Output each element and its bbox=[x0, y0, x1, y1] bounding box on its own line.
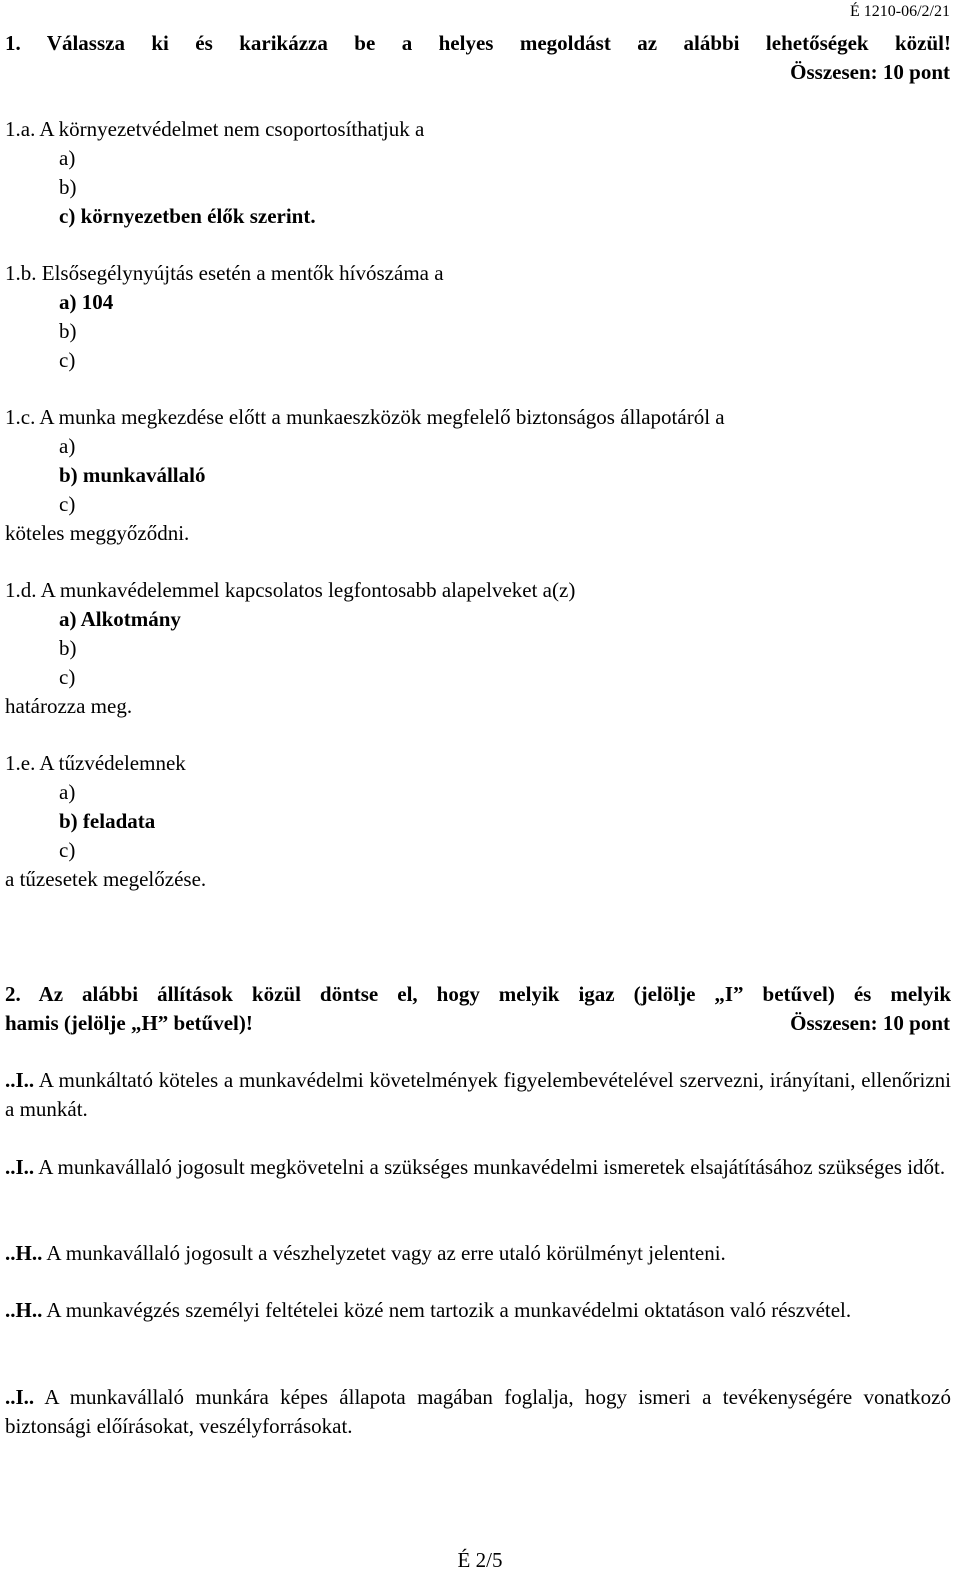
question-1a-option-b[interactable]: b) bbox=[59, 175, 77, 199]
statement-2 bbox=[5, 1153, 951, 1182]
statement-2-text: A munkavállaló jogosult megkövetelni a szükséges munkavédelmi ismeretek elsajátításához szükséges időt. bbox=[34, 1155, 946, 1179]
question-1a-option-a[interactable]: a) bbox=[59, 146, 76, 170]
question-1d-option-c[interactable]: c) bbox=[59, 665, 76, 689]
question-1e-option-a[interactable]: a) bbox=[59, 780, 76, 804]
question-1e-option-c[interactable]: c) bbox=[59, 838, 76, 862]
question-1a-option-c[interactable]: c) környezetben élők szerint. bbox=[59, 204, 316, 228]
statement-1-text: A munkáltató köteles a munkavédelmi követelmények figyelembevételével szervezni, irányítani, ellenőrizni a munkát. bbox=[5, 1068, 951, 1121]
statement-5-text: A munkavállaló munkára képes állapota magában foglalja, hogy ismeri a tevékenységére vonatkozó biztonsági előírásokat, veszélyforrásokat. bbox=[5, 1385, 951, 1438]
task1-points: Összesen: 10 pont bbox=[790, 60, 950, 84]
document-code: É 1210-06/2/21 bbox=[850, 3, 950, 20]
statement-3 bbox=[5, 1239, 951, 1268]
task2-title-line2: hamis (jelölje „H” betűvel)! bbox=[5, 1011, 253, 1035]
question-1b-stem: 1.b. Elsősegélynyújtás esetén a mentők hívószáma a bbox=[5, 261, 444, 285]
page-number: É 2/5 bbox=[457, 1548, 503, 1572]
question-1a-stem: 1.a. A környezetvédelmet nem csoportosíthatjuk a bbox=[5, 117, 425, 141]
question-1d-tail: határozza meg. bbox=[5, 694, 133, 718]
statement-5 bbox=[5, 1383, 951, 1441]
question-1c-stem: 1.c. A munka megkezdése előtt a munkaeszközök megfelelő biztonságos állapotáról a bbox=[5, 405, 725, 429]
question-1b-option-c[interactable]: c) bbox=[59, 348, 76, 372]
question-1d-option-b[interactable]: b) bbox=[59, 636, 77, 660]
statement-4 bbox=[5, 1296, 951, 1325]
statement-3-mark[interactable]: ..H.. bbox=[5, 1241, 43, 1265]
statement-1 bbox=[5, 1066, 951, 1124]
question-1e-option-b[interactable]: b) feladata bbox=[59, 809, 156, 833]
question-1c-option-a[interactable]: a) bbox=[59, 434, 76, 458]
question-1e-stem: 1.e. A tűzvédelemnek bbox=[5, 751, 186, 775]
question-1e-tail: a tűzesetek megelőzése. bbox=[5, 867, 207, 891]
question-1d-stem: 1.d. A munkavédelemmel kapcsolatos legfontosabb alapelveket a(z) bbox=[5, 578, 576, 602]
statement-5-mark[interactable]: ..I.. bbox=[5, 1385, 35, 1409]
statement-4-mark[interactable]: ..H.. bbox=[5, 1298, 43, 1322]
question-1c-option-c[interactable]: c) bbox=[59, 492, 76, 516]
statement-2-mark[interactable]: ..I.. bbox=[5, 1155, 35, 1179]
question-1c-tail: köteles meggyőződni. bbox=[5, 521, 190, 545]
statement-3-text: A munkavállaló jogosult a vészhelyzetet vagy az erre utaló körülményt jelenteni. bbox=[42, 1241, 726, 1265]
task1-title: 1. Válassza ki és karikázza be a helyes megoldást az alábbi lehetőségek közül! bbox=[5, 31, 951, 55]
statement-1-mark[interactable]: ..I.. bbox=[5, 1068, 35, 1092]
task2-title: 2. Az alábbi állítások közül döntse el, hogy melyik igaz (jelölje „I” betűvel) és melyik bbox=[5, 982, 951, 1006]
statement-4-text: A munkavégzés személyi feltételei közé nem tartozik a munkavédelmi oktatáson való részvétel. bbox=[42, 1298, 852, 1322]
question-1b-option-b[interactable]: b) bbox=[59, 319, 77, 343]
question-1b-option-a[interactable]: a) 104 bbox=[59, 290, 114, 314]
question-1d-option-a[interactable]: a) Alkotmány bbox=[59, 607, 181, 631]
question-1c-option-b[interactable]: b) munkavállaló bbox=[59, 463, 206, 487]
task2-points: Összesen: 10 pont bbox=[790, 1011, 950, 1035]
